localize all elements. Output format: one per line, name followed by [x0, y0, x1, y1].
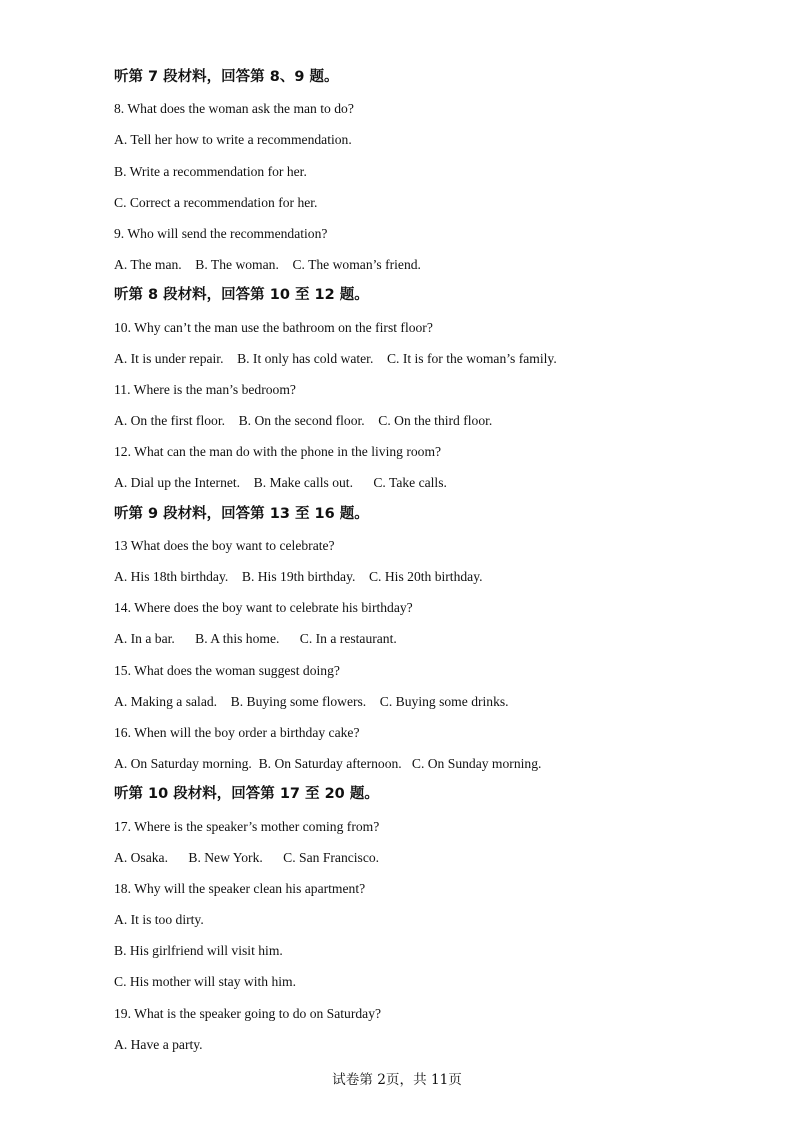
question-line: 12. What can the man do with the phone in the living room?: [114, 444, 442, 460]
question-line: 14. Where does the boy want to celebrate his birthday?: [114, 600, 413, 616]
option-line: A. In a bar. B. A this home. C. In a restaurant.: [114, 631, 397, 647]
option-line: C. Correct a recommendation for her.: [114, 194, 318, 210]
page-footer: 试卷第 2页，共 11页: [332, 1072, 462, 1088]
question-line: 16. When will the boy order a birthday cake?: [114, 724, 360, 740]
question-line: 11. Where is the man’s bedroom?: [114, 381, 296, 397]
question-line: 9. Who will send the recommendation?: [114, 225, 328, 241]
section-heading: 听第 9 段材料，回答第 13 至 16 题。: [114, 505, 369, 522]
option-line: A. His 18th birthday. B. His 19th birthday. C. His 20th birthday.: [114, 569, 483, 584]
option-line: A. On the first floor. B. On the second floor. C. On the third floor.: [114, 413, 493, 429]
question-line: 13 What does the boy want to celebrate?: [114, 537, 335, 553]
option-line: B. Write a recommendation for her.: [114, 163, 307, 179]
question-line: 15. What does the woman suggest doing?: [114, 662, 340, 678]
section-heading: 听第 10 段材料，回答第 17 至 20 题。: [114, 786, 379, 803]
option-line: A. It is under repair. B. It only has cold water. C. It is for the woman’s family.: [114, 350, 557, 366]
option-line: A. The man. B. The woman. C. The woman’s friend.: [114, 257, 421, 273]
option-line: A. Have a party.: [114, 1036, 203, 1052]
question-line: 10. Why can’t the man use the bathroom on the first floor?: [114, 319, 433, 335]
section-heading: 听第 8 段材料，回答第 10 至 12 题。: [114, 287, 369, 304]
option-line: B. His girlfriend will visit him.: [114, 943, 283, 959]
option-line: A. On Saturday morning. B. On Saturday afternoon. C. On Sunday morning.: [114, 756, 542, 772]
option-line: A. Dial up the Internet. B. Make calls out. C. Take calls.: [114, 475, 447, 491]
question-line: 18. Why will the speaker clean his apartment?: [114, 880, 366, 896]
question-line: 19. What is the speaker going to do on Saturday?: [114, 1005, 382, 1021]
question-line: 17. Where is the speaker’s mother coming from?: [114, 818, 380, 834]
exam-page-body: [114, 62, 734, 1060]
option-line: C. His mother will stay with him.: [114, 974, 297, 990]
question-line: 8. What does the woman ask the man to do?: [114, 101, 354, 117]
section-heading: 听第 7 段材料，回答第 8、9 题。: [114, 69, 339, 85]
option-line: A. It is too dirty.: [114, 912, 204, 928]
option-line: A. Osaka. B. New York. C. San Francisco.: [114, 849, 380, 865]
option-line: A. Making a salad. B. Buying some flowers. C. Buying some drinks.: [114, 693, 509, 709]
option-line: A. Tell her how to write a recommendation.: [114, 132, 352, 148]
